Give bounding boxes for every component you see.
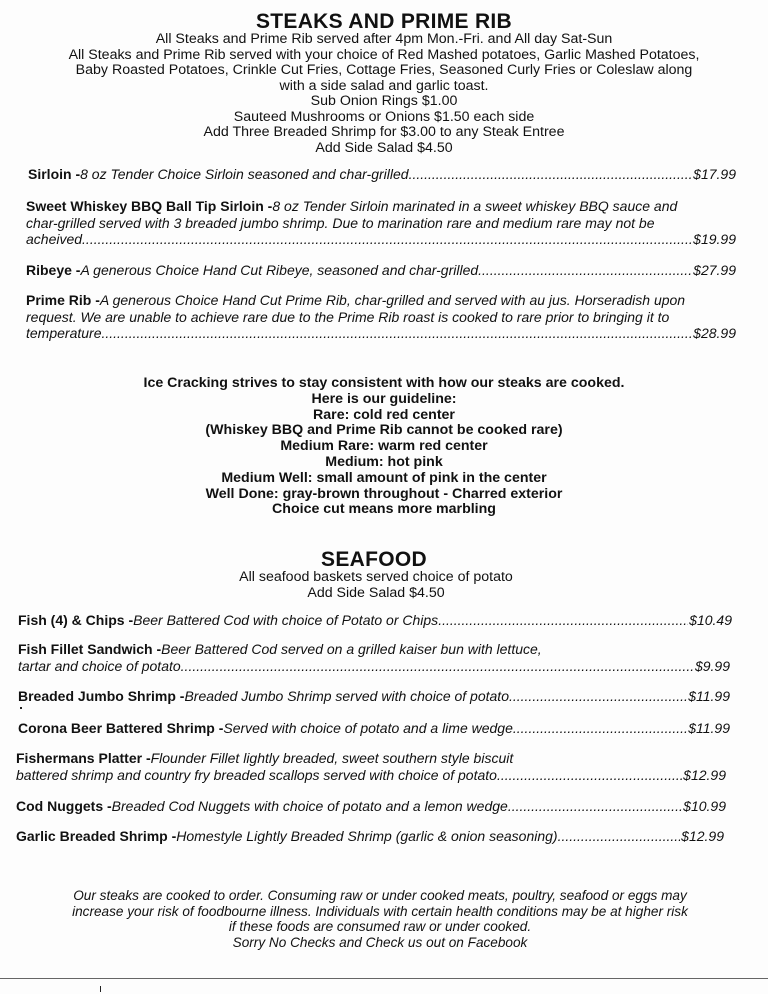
item-price: $9.99 <box>694 657 730 674</box>
guideline-line: Medium Well: small amount of pink in the center <box>221 469 547 486</box>
seafood-intro <box>0 570 760 601</box>
item-desc: A generous Choice Hand Cut Ribeye, seasoned and char-grilled <box>80 262 479 278</box>
seafood-intro-line: All seafood baskets served choice of potato <box>239 569 513 585</box>
item-desc: request. We are unable to achieve rare due to the Prime Rib roast is cooked to rare prior to bringing it to <box>26 308 670 325</box>
menu-item-corona-shrimp <box>18 720 730 737</box>
seafood-title: SEAFOOD <box>321 548 427 571</box>
item-name: Garlic Breaded Shrimp - <box>16 828 177 844</box>
item-name: Sirloin - <box>28 166 81 182</box>
seafood-intro-line: Add Side Salad $4.50 <box>307 584 445 601</box>
guideline-line: (Whiskey BBQ and Prime Rib cannot be cooked rare) <box>205 422 563 439</box>
disclaimer <box>30 888 730 950</box>
menu-item-ribeye <box>26 262 736 279</box>
item-price: $19.99 <box>693 231 736 247</box>
menu-item-fish-and-chips <box>18 612 732 629</box>
scan-edge-line <box>0 978 768 979</box>
item-price: $11.99 <box>688 688 730 704</box>
steaks-intro-line: Add Three Breaded Shrimp for $3.00 to any Steak Entree <box>203 124 565 140</box>
steaks-intro-line: with a side salad and garlic toast. <box>279 77 489 94</box>
guideline-line: Well Done: gray-brown throughout - Charred exterior <box>205 485 563 502</box>
item-desc: temperature <box>26 325 102 341</box>
disclaimer-line: Our steaks are cooked to order. Consuming raw or under cooked meats, poultry, seafood or eggs may <box>73 888 687 903</box>
item-name: Fishermans Platter - <box>16 750 151 766</box>
item-desc: A generous Choice Hand Cut Prime Rib, char-grilled and served with au jus. Horseradish upon <box>99 292 686 308</box>
item-desc: Beer Battered Cod served on a grilled kaiser bun with lettuce, <box>161 641 542 657</box>
guideline-line: Choice cut means more marbling <box>272 501 496 518</box>
disclaimer-line: if these foods are consumed raw or under cooked. <box>228 919 532 934</box>
item-price: $28.99 <box>693 325 736 341</box>
item-desc: Served with choice of potato and a lime wedge <box>223 720 513 736</box>
steaks-intro-line: Sauteed Mushrooms or Onions $1.50 each side <box>233 108 535 125</box>
disclaimer-line: increase your risk of foodbourne illness. Individuals with certain health conditions may be at higher risk <box>72 903 688 919</box>
item-desc: Breaded Jumbo Shrimp served with choice of potato <box>184 688 509 704</box>
guideline-line: Medium Rare: warm red center <box>280 438 488 455</box>
disclaimer-line: Sorry No Checks and Check us out on Facebook <box>232 934 528 950</box>
guideline-line: Rare: cold red center <box>313 406 455 423</box>
steaks-intro <box>0 32 768 156</box>
item-name: Ribeye - <box>26 262 81 278</box>
steaks-intro-line: All Steaks and Prime Rib served with your choice of Red Mashed potatoes, Garlic Mashed Potatoes, <box>68 46 700 63</box>
steaks-intro-line: All Steaks and Prime Rib served after 4pm Mon.-Fri. and All day Sat-Sun <box>155 31 613 47</box>
item-desc: tartar and choice of potato <box>18 657 181 674</box>
item-price: $12.99 <box>683 766 726 783</box>
guideline-line: Medium: hot pink <box>325 453 443 470</box>
item-price: $11.99 <box>688 720 730 736</box>
menu-item-sirloin <box>28 166 736 183</box>
item-name: Breaded Jumbo Shrimp - <box>18 688 185 704</box>
item-name: Fish (4) & Chips - <box>18 612 134 628</box>
item-desc: char-grilled served with 3 breaded jumbo shrimp. Due to marination rare and medium rare may not be <box>26 214 655 231</box>
item-desc: 8 oz Tender Sirloin marinated in a sweet whiskey BBQ sauce and <box>272 198 678 214</box>
item-price: $10.99 <box>683 798 726 814</box>
guideline-line: Ice Cracking strives to stay consistent with how our steaks are cooked. <box>143 375 625 391</box>
menu-item-garlic-breaded-shrimp <box>16 828 724 845</box>
scan-speck <box>20 707 22 709</box>
item-price: $12.99 <box>681 828 724 844</box>
menu-item-fish-fillet-sandwich <box>18 641 730 674</box>
item-name: Fish Fillet Sandwich - <box>18 641 162 657</box>
item-name: Cod Nuggets - <box>16 798 112 814</box>
item-desc: Beer Battered Cod with choice of Potato or Chips <box>133 612 439 628</box>
item-desc: Flounder Fillet lightly breaded, sweet southern style biscuit <box>150 750 514 766</box>
menu-item-whiskey-bbq-sirloin <box>26 198 736 248</box>
item-name: Prime Rib - <box>26 292 100 308</box>
guideline-line: Here is our guideline: <box>311 390 457 407</box>
item-price: $17.99 <box>693 166 736 182</box>
menu-item-fishermans-platter <box>16 750 726 783</box>
item-desc: battered shrimp and country fry breaded scallops served with choice of potato <box>16 766 497 783</box>
item-price: $10.49 <box>689 612 732 628</box>
item-desc: Breaded Cod Nuggets with choice of potato and a lemon wedge <box>111 798 508 814</box>
item-desc: Homestyle Lightly Breaded Shrimp (garlic & onion seasoning) <box>176 828 558 844</box>
item-desc: acheived <box>26 231 83 247</box>
item-desc: 8 oz Tender Choice Sirloin seasoned and char-grilled <box>80 166 409 182</box>
steaks-intro-line: Add Side Salad $4.50 <box>315 139 453 156</box>
cooking-guideline <box>0 376 768 518</box>
menu-item-cod-nuggets <box>16 798 726 815</box>
steaks-intro-line: Baby Roasted Potatoes, Crinkle Cut Fries, Cottage Fries, Seasoned Curly Fries or Coleslaw along <box>75 62 693 78</box>
scan-mark <box>100 986 101 992</box>
menu-item-prime-rib <box>26 292 736 342</box>
steaks-title: STEAKS AND PRIME RIB <box>255 10 513 33</box>
menu-item-breaded-jumbo-shrimp <box>18 688 730 705</box>
steaks-intro-line: Sub Onion Rings $1.00 <box>310 93 458 109</box>
item-name: Corona Beer Battered Shrimp - <box>18 720 224 736</box>
item-name: Sweet Whiskey BBQ Ball Tip Sirloin - <box>26 198 273 214</box>
item-price: $27.99 <box>693 262 736 278</box>
